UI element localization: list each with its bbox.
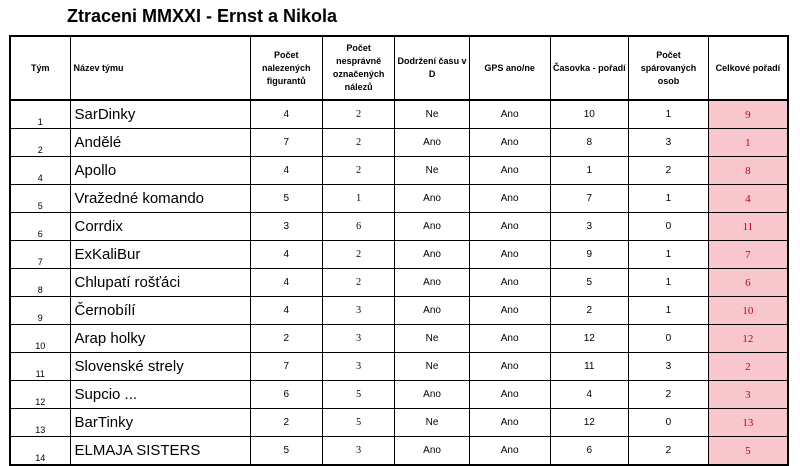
found-count: 5 [250, 185, 322, 213]
wrong-count: 3 [322, 437, 394, 466]
table-row [10, 437, 788, 466]
time-kept: Ano [395, 437, 469, 466]
page-title: Ztraceni MMXXI - Ernst a Nikola [67, 6, 338, 26]
timed-rank: 12 [550, 325, 629, 353]
gps: Ano [469, 213, 550, 241]
header-wrong: Počet nesprávně označených nálezů [322, 36, 394, 100]
team-name: Arap holky [70, 325, 250, 353]
found-count: 4 [250, 241, 322, 269]
found-count: 4 [250, 157, 322, 185]
timed-rank: 6 [550, 437, 629, 466]
team-name: Supcio ... [70, 381, 250, 409]
team-name: Černobílí [70, 297, 250, 325]
overall-rank: 10 [708, 297, 788, 325]
timed-rank: 5 [550, 269, 629, 297]
header-team-name: Název týmu [70, 36, 250, 100]
paired-count: 2 [629, 381, 709, 409]
team-number: 12 [10, 381, 70, 409]
timed-rank: 3 [550, 213, 629, 241]
timed-rank: 2 [550, 297, 629, 325]
paired-count: 1 [629, 297, 709, 325]
team-name: Slovenské strely [70, 353, 250, 381]
gps: Ano [469, 185, 550, 213]
table-row [10, 297, 788, 325]
gps: Ano [469, 157, 550, 185]
found-count: 4 [250, 269, 322, 297]
team-number: 7 [10, 241, 70, 269]
paired-count: 0 [629, 325, 709, 353]
timed-rank: 1 [550, 157, 629, 185]
gps: Ano [469, 297, 550, 325]
overall-rank: 3 [708, 381, 788, 409]
header-found: Počet nalezených figurantů [250, 36, 322, 100]
wrong-count: 5 [322, 381, 394, 409]
team-number: 14 [10, 437, 70, 466]
time-kept: Ano [395, 297, 469, 325]
found-count: 3 [250, 213, 322, 241]
team-name: SarDinky [70, 100, 250, 129]
wrong-count: 1 [322, 185, 394, 213]
timed-rank: 7 [550, 185, 629, 213]
team-name: BarTinky [70, 409, 250, 437]
team-name: ExKaliBur [70, 241, 250, 269]
found-count: 5 [250, 437, 322, 466]
found-count: 2 [250, 325, 322, 353]
wrong-count: 2 [322, 129, 394, 157]
header-time-kept: Dodržení času v D [395, 36, 469, 100]
wrong-count: 3 [322, 353, 394, 381]
time-kept: Ne [395, 157, 469, 185]
team-number: 13 [10, 409, 70, 437]
header-overall: Celkové pořadí [708, 36, 788, 100]
wrong-count: 3 [322, 325, 394, 353]
time-kept: Ano [395, 129, 469, 157]
timed-rank: 4 [550, 381, 629, 409]
found-count: 4 [250, 100, 322, 129]
time-kept: Ano [395, 269, 469, 297]
paired-count: 3 [629, 129, 709, 157]
overall-rank: 8 [708, 157, 788, 185]
paired-count: 2 [629, 157, 709, 185]
wrong-count: 6 [322, 213, 394, 241]
overall-rank: 2 [708, 353, 788, 381]
wrong-count: 2 [322, 241, 394, 269]
team-name: Corrdix [70, 213, 250, 241]
gps: Ano [469, 353, 550, 381]
paired-count: 1 [629, 269, 709, 297]
team-number: 11 [10, 353, 70, 381]
header-row [10, 36, 788, 100]
overall-rank: 6 [708, 269, 788, 297]
header-team: Tým [10, 36, 70, 100]
paired-count: 0 [629, 213, 709, 241]
table-row [10, 269, 788, 297]
table-row [10, 409, 788, 437]
table-row [10, 157, 788, 185]
paired-count: 1 [629, 100, 709, 129]
gps: Ano [469, 129, 550, 157]
table-row [10, 185, 788, 213]
found-count: 4 [250, 297, 322, 325]
gps: Ano [469, 409, 550, 437]
time-kept: Ne [395, 353, 469, 381]
team-number: 9 [10, 297, 70, 325]
wrong-count: 3 [322, 297, 394, 325]
team-number: 5 [10, 185, 70, 213]
time-kept: Ano [395, 213, 469, 241]
wrong-count: 2 [322, 269, 394, 297]
timed-rank: 10 [550, 100, 629, 129]
wrong-count: 5 [322, 409, 394, 437]
overall-rank: 1 [708, 129, 788, 157]
found-count: 7 [250, 129, 322, 157]
results-table [9, 35, 789, 466]
time-kept: Ano [395, 241, 469, 269]
team-name: Apollo [70, 157, 250, 185]
gps: Ano [469, 437, 550, 466]
gps: Ano [469, 241, 550, 269]
team-name: Chlupatí rošťáci [70, 269, 250, 297]
time-kept: Ne [395, 100, 469, 129]
paired-count: 3 [629, 353, 709, 381]
time-kept: Ne [395, 409, 469, 437]
wrong-count: 2 [322, 157, 394, 185]
found-count: 7 [250, 353, 322, 381]
timed-rank: 8 [550, 129, 629, 157]
gps: Ano [469, 100, 550, 129]
timed-rank: 11 [550, 353, 629, 381]
header-paired: Počet spárovaných osob [629, 36, 709, 100]
team-name: Vražedné komando [70, 185, 250, 213]
overall-rank: 9 [708, 100, 788, 129]
team-number: 6 [10, 213, 70, 241]
timed-rank: 12 [550, 409, 629, 437]
overall-rank: 7 [708, 241, 788, 269]
gps: Ano [469, 325, 550, 353]
team-name: ELMAJA SISTERS [70, 437, 250, 466]
overall-rank: 4 [708, 185, 788, 213]
table-row [10, 353, 788, 381]
paired-count: 0 [629, 409, 709, 437]
time-kept: Ne [395, 325, 469, 353]
header-timed-rank: Časovka - pořadí [550, 36, 629, 100]
paired-count: 2 [629, 437, 709, 466]
team-number: 1 [10, 100, 70, 129]
overall-rank: 5 [708, 437, 788, 466]
gps: Ano [469, 381, 550, 409]
paired-count: 1 [629, 241, 709, 269]
found-count: 6 [250, 381, 322, 409]
found-count: 2 [250, 409, 322, 437]
table-row [10, 100, 788, 129]
team-number: 10 [10, 325, 70, 353]
overall-rank: 11 [708, 213, 788, 241]
paired-count: 1 [629, 185, 709, 213]
table-row [10, 213, 788, 241]
wrong-count: 2 [322, 100, 394, 129]
table-row [10, 325, 788, 353]
table-row [10, 241, 788, 269]
overall-rank: 13 [708, 409, 788, 437]
team-number: 8 [10, 269, 70, 297]
time-kept: Ano [395, 185, 469, 213]
table-row [10, 129, 788, 157]
overall-rank: 12 [708, 325, 788, 353]
timed-rank: 9 [550, 241, 629, 269]
header-gps: GPS ano/ne [469, 36, 550, 100]
team-number: 2 [10, 129, 70, 157]
team-number: 4 [10, 157, 70, 185]
team-name: Andělé [70, 129, 250, 157]
time-kept: Ano [395, 381, 469, 409]
table-row [10, 381, 788, 409]
gps: Ano [469, 269, 550, 297]
